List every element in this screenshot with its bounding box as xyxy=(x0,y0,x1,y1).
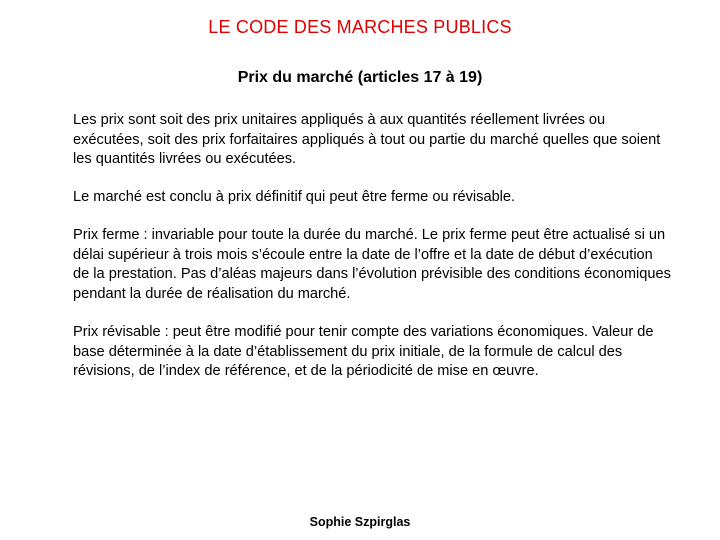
slide-body xyxy=(73,111,673,382)
slide-subtitle: Prix du marché (articles 17 à 19) xyxy=(237,69,483,86)
paragraph-firm-price: Prix ferme : invariable pour toute la durée du marché. Le prix ferme peut être actualisé si un délai supérieur à trois mois s’écoule entre la date de l’offre et la date de début d’exécution de la prestation. Pas d’aléas majeurs dans l’évolution prévisible des conditions économiques pendant la durée de réalisation du marché. xyxy=(73,227,671,302)
paragraph-unit-prices: Les prix sont soit des prix unitaires appliqués à aux quantités réellement livrées ou exécutées, soit des prix forfaitaires appliqués à tout ou partie du marché quelles que soient les quantités livrées ou exécutées. xyxy=(73,112,661,167)
author-footer: Sophie Szpirglas xyxy=(309,515,411,529)
paragraph-revisable-price: Prix révisable : peut être modifié pour tenir compte des variations économiques. Valeur de base déterminée à la date d’établissement du prix initiale, de la formule de calcul des révisions, de l’index de référence, et de la périodicité de mise en œuvre. xyxy=(73,324,654,379)
paragraph-definitive-price: Le marché est conclu à prix définitif qui peut être ferme ou révisable. xyxy=(73,188,516,205)
slide-title: LE CODE DES MARCHES PUBLICS xyxy=(208,17,512,37)
